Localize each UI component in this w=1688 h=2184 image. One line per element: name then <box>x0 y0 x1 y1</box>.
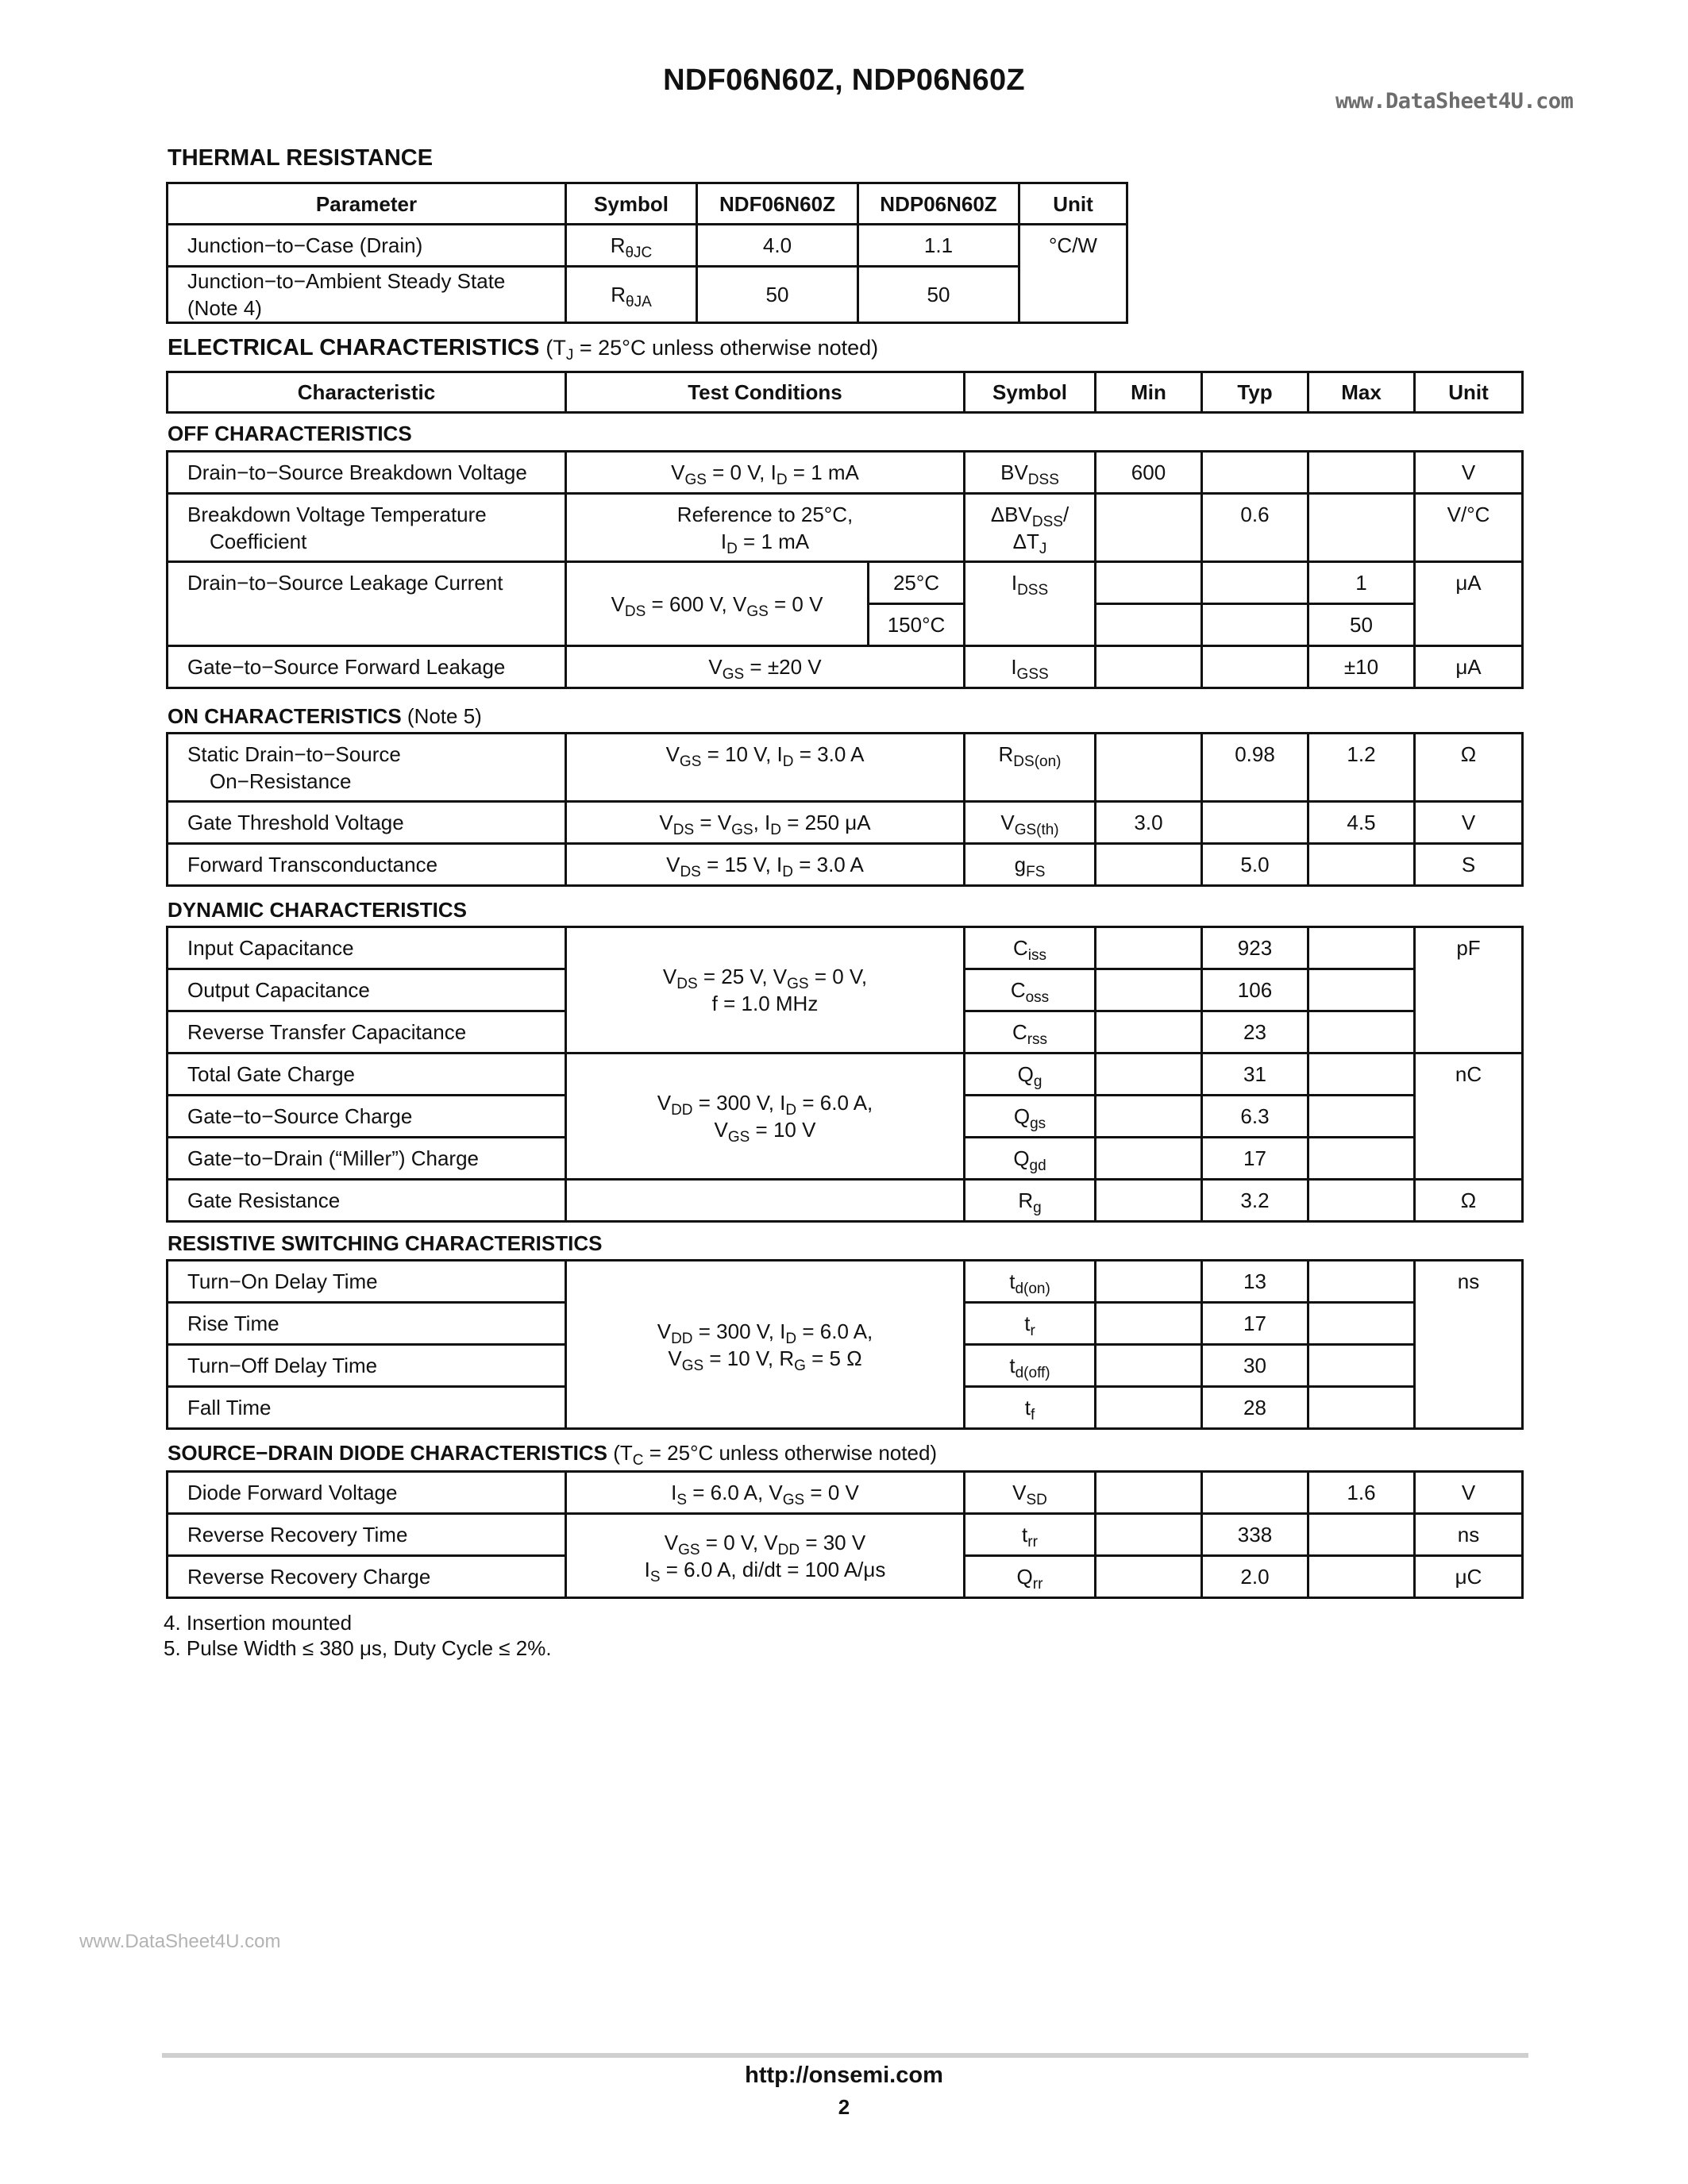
char-name: Rise Time <box>168 1303 566 1345</box>
col-symbol: Symbol <box>965 372 1096 413</box>
min-value <box>1096 1472 1202 1514</box>
symbol-cell: $Q_{gd}$ <box>965 1138 1096 1180</box>
char-name: Reverse Transfer Capacitance <box>168 1011 566 1053</box>
min-value <box>1096 1556 1202 1598</box>
min-value <box>1096 927 1202 969</box>
typ-value: 338 <box>1202 1514 1308 1556</box>
char-name: Diode Forward Voltage <box>168 1472 566 1514</box>
max-value <box>1308 844 1415 886</box>
char-name: Input Capacitance <box>168 927 566 969</box>
max-value <box>1308 1261 1415 1303</box>
symbol-cell: $Q_{gs}$ <box>965 1096 1096 1138</box>
watermark-bottom[interactable]: www.DataSheet4U.com <box>79 1931 281 1952</box>
max-value <box>1308 1387 1415 1429</box>
dynamic-heading: DYNAMIC CHARACTERISTICS <box>168 898 467 922</box>
typ-value: 17 <box>1202 1303 1308 1345</box>
col-max: Max <box>1308 372 1415 413</box>
symbol-cell: $I_{DSS}$ <box>965 562 1096 646</box>
footnote: 4. Insertion mounted <box>164 1611 353 1635</box>
test-condition: $V_{DS} = 25$ V, $V_{GS} = 0$ V, f = 1.0 MHz <box>566 927 965 1053</box>
typ-value: 17 <box>1202 1138 1308 1180</box>
max-value: ±10 <box>1308 646 1415 688</box>
typ-value: 31 <box>1202 1053 1308 1096</box>
test-condition <box>566 1180 965 1222</box>
symbol-cell: $V_{GS(th)}$ <box>965 802 1096 844</box>
min-value <box>1096 604 1202 646</box>
typ-value: 23 <box>1202 1011 1308 1053</box>
typ-value: 923 <box>1202 927 1308 969</box>
typ-value: 3.2 <box>1202 1180 1308 1222</box>
unit-cell: V <box>1415 802 1523 844</box>
char-name: Static Drain−to−Source On−Resistance <box>168 734 566 802</box>
test-condition: $V_{DS} = V_{GS}$, $I_D = 250$ μA <box>566 802 965 844</box>
typ-value <box>1202 1472 1308 1514</box>
symbol-cell: $C_{iss}$ <box>965 927 1096 969</box>
typ-value: 30 <box>1202 1345 1308 1387</box>
min-value <box>1096 1345 1202 1387</box>
min-value <box>1096 1011 1202 1053</box>
symbol-cell: $R_{\theta JA}$ <box>566 267 697 323</box>
char-name: Drain−to−Source Leakage Current <box>168 562 566 646</box>
symbol-cell: $Q_{rr}$ <box>965 1556 1096 1598</box>
symbol-cell: $g_{FS}$ <box>965 844 1096 886</box>
test-condition: $V_{GS} = 10$ V, $I_D = 3.0$ A <box>566 734 965 802</box>
typ-value <box>1202 646 1308 688</box>
off-heading: OFF CHARACTERISTICS <box>168 422 412 445</box>
footer-link[interactable]: http://onsemi.com <box>745 2063 943 2088</box>
typ-value <box>1202 452 1308 494</box>
max-value <box>1308 1138 1415 1180</box>
test-condition: $V_{GS} = 0$ V, $V_{DD} = 30$ V $I_S = 6.0$ A, di/dt = 100 A/μs <box>566 1514 965 1598</box>
min-value <box>1096 1514 1202 1556</box>
test-condition: $V_{DS} = 15$ V, $I_D = 3.0$ A <box>566 844 965 886</box>
typ-value <box>1202 802 1308 844</box>
char-name: Gate−to−Drain (“Miller”) Charge <box>168 1138 566 1180</box>
min-value <box>1096 844 1202 886</box>
unit-cell: °C/W <box>1019 225 1127 323</box>
char-name: Total Gate Charge <box>168 1053 566 1096</box>
unit-cell: Ω <box>1415 1180 1523 1222</box>
char-name: Gate Resistance <box>168 1180 566 1222</box>
symbol-cell: $BV_{DSS}$ <box>965 452 1096 494</box>
symbol-cell: $I_{GSS}$ <box>965 646 1096 688</box>
test-condition: $V_{DD} = 300$ V, $I_D = 6.0$ A, $V_{GS} = 10$ V, $R_G = 5$ Ω <box>566 1261 965 1429</box>
thermal-table <box>166 182 1128 324</box>
max-value <box>1308 494 1415 562</box>
unit-cell: pF <box>1415 927 1523 1053</box>
watermark-top[interactable]: www.DataSheet4U.com <box>1335 89 1574 114</box>
max-value: 1.6 <box>1308 1472 1415 1514</box>
max-value <box>1308 927 1415 969</box>
symbol-cell: $t_{d(off)}$ <box>965 1345 1096 1387</box>
test-condition: $V_{DS} = 600$ V, $V_{GS} = 0$ V <box>566 562 869 646</box>
max-value: 4.5 <box>1308 802 1415 844</box>
char-name: Output Capacitance <box>168 969 566 1011</box>
char-name: Reverse Recovery Charge <box>168 1556 566 1598</box>
footnotes <box>164 1610 552 1661</box>
switching-heading: RESISTIVE SWITCHING CHARACTERISTICS <box>168 1231 603 1255</box>
max-value <box>1308 1053 1415 1096</box>
unit-cell: V <box>1415 452 1523 494</box>
symbol-cell: $R_{\theta JC}$ <box>566 225 697 267</box>
max-value <box>1308 452 1415 494</box>
unit-cell: nC <box>1415 1053 1523 1180</box>
symbol-cell: $t_{rr}$ <box>965 1514 1096 1556</box>
min-value <box>1096 734 1202 802</box>
min-value <box>1096 646 1202 688</box>
min-value <box>1096 1053 1202 1096</box>
ndp-value: 1.1 <box>858 225 1019 267</box>
off-table <box>166 450 1524 689</box>
col-ndf: NDF06N60Z <box>697 183 858 225</box>
min-value <box>1096 1096 1202 1138</box>
min-value <box>1096 1261 1202 1303</box>
temp-condition: 25°C <box>869 562 965 604</box>
max-value: 1.2 <box>1308 734 1415 802</box>
col-unit: Unit <box>1019 183 1127 225</box>
col-test-conditions: Test Conditions <box>566 372 965 413</box>
diode-heading: SOURCE−DRAIN DIODE CHARACTERISTICS ($T_C = 25^\circ C$ unless otherwise noted) <box>168 1441 938 1469</box>
char-name: Reverse Recovery Time <box>168 1514 566 1556</box>
char-name: Drain−to−Source Breakdown Voltage <box>168 452 566 494</box>
dynamic-table <box>166 926 1524 1223</box>
min-value <box>1096 969 1202 1011</box>
switching-table <box>166 1259 1524 1430</box>
max-value <box>1308 1345 1415 1387</box>
typ-value: 0.6 <box>1202 494 1308 562</box>
max-value: 1 <box>1308 562 1415 604</box>
symbol-cell: $Q_g$ <box>965 1053 1096 1096</box>
min-value <box>1096 562 1202 604</box>
unit-cell: V/°C <box>1415 494 1523 562</box>
unit-cell: Ω <box>1415 734 1523 802</box>
min-value <box>1096 1180 1202 1222</box>
symbol-cell: $C_{oss}$ <box>965 969 1096 1011</box>
typ-value: 28 <box>1202 1387 1308 1429</box>
ndf-value: 4.0 <box>697 225 858 267</box>
electrical-header-table <box>166 371 1524 414</box>
max-value: 50 <box>1308 604 1415 646</box>
unit-cell: ns <box>1415 1514 1523 1556</box>
min-value <box>1096 1387 1202 1429</box>
col-ndp: NDP06N60Z <box>858 183 1019 225</box>
unit-cell: ns <box>1415 1261 1523 1429</box>
min-value: 3.0 <box>1096 802 1202 844</box>
typ-value <box>1202 604 1308 646</box>
symbol-cell: $R_g$ <box>965 1180 1096 1222</box>
diode-table <box>166 1470 1524 1599</box>
min-value <box>1096 1303 1202 1345</box>
max-value <box>1308 969 1415 1011</box>
typ-value <box>1202 562 1308 604</box>
col-min: Min <box>1096 372 1202 413</box>
char-name: Breakdown Voltage Temperature Coefficient <box>168 494 566 562</box>
min-value <box>1096 494 1202 562</box>
symbol-cell: $t_r$ <box>965 1303 1096 1345</box>
page-number: 2 <box>838 2095 850 2119</box>
on-heading: ON CHARACTERISTICS (Note 5) <box>168 704 482 728</box>
char-name: Turn−On Delay Time <box>168 1261 566 1303</box>
footer-divider <box>162 2053 1528 2058</box>
col-typ: Typ <box>1202 372 1308 413</box>
symbol-cell: $V_{SD}$ <box>965 1472 1096 1514</box>
param-cell: Junction−to−Case (Drain) <box>168 225 566 267</box>
unit-cell: V <box>1415 1472 1523 1514</box>
max-value <box>1308 1514 1415 1556</box>
char-name: Gate−to−Source Charge <box>168 1096 566 1138</box>
unit-cell: S <box>1415 844 1523 886</box>
char-name: Forward Transconductance <box>168 844 566 886</box>
footnote: 5. Pulse Width ≤ 380 μs, Duty Cycle ≤ 2%. <box>164 1636 552 1660</box>
temp-condition: 150°C <box>869 604 965 646</box>
symbol-cell: $t_{d(on)}$ <box>965 1261 1096 1303</box>
symbol-cell: $C_{rss}$ <box>965 1011 1096 1053</box>
col-characteristic: Characteristic <box>168 372 566 413</box>
col-unit: Unit <box>1415 372 1523 413</box>
symbol-cell: $R_{DS(on)}$ <box>965 734 1096 802</box>
unit-cell: μC <box>1415 1556 1523 1598</box>
max-value <box>1308 1180 1415 1222</box>
min-value <box>1096 1138 1202 1180</box>
symbol-cell: $\Delta BV_{DSS}/$ $\Delta T_J$ <box>965 494 1096 562</box>
typ-value: 13 <box>1202 1261 1308 1303</box>
test-condition: $V_{DD} = 300$ V, $I_D = 6.0$ A, $V_{GS} = 10$ V <box>566 1053 965 1180</box>
char-name: Fall Time <box>168 1387 566 1429</box>
unit-cell: μA <box>1415 562 1523 646</box>
typ-value: 106 <box>1202 969 1308 1011</box>
ndp-value: 50 <box>858 267 1019 323</box>
ndf-value: 50 <box>697 267 858 323</box>
char-name: Gate Threshold Voltage <box>168 802 566 844</box>
unit-cell: μA <box>1415 646 1523 688</box>
typ-value: 5.0 <box>1202 844 1308 886</box>
char-name: Gate−to−Source Forward Leakage <box>168 646 566 688</box>
max-value <box>1308 1303 1415 1345</box>
param-cell: Junction−to−Ambient Steady State (Note 4) <box>168 267 566 323</box>
max-value <box>1308 1011 1415 1053</box>
on-table <box>166 732 1524 887</box>
thermal-heading: THERMAL RESISTANCE <box>168 145 434 171</box>
typ-value: 2.0 <box>1202 1556 1308 1598</box>
min-value: 600 <box>1096 452 1202 494</box>
col-parameter: Parameter <box>168 183 566 225</box>
page-title: NDF06N60Z, NDP06N60Z <box>663 64 1025 97</box>
max-value <box>1308 1556 1415 1598</box>
test-condition: $I_S = 6.0$ A, $V_{GS} = 0$ V <box>566 1472 965 1514</box>
typ-value: 0.98 <box>1202 734 1308 802</box>
electrical-heading: ELECTRICAL CHARACTERISTICS ($T_J = 25^\circ C$ unless otherwise noted) <box>168 335 879 364</box>
char-name: Turn−Off Delay Time <box>168 1345 566 1387</box>
symbol-cell: $t_f$ <box>965 1387 1096 1429</box>
test-condition: Reference to 25°C, $I_D = 1$ mA <box>566 494 965 562</box>
test-condition: $V_{GS} = 0$ V, $I_D = 1$ mA <box>566 452 965 494</box>
test-condition: $V_{GS} = \pm 20$ V <box>566 646 965 688</box>
col-symbol: Symbol <box>566 183 697 225</box>
max-value <box>1308 1096 1415 1138</box>
typ-value: 6.3 <box>1202 1096 1308 1138</box>
